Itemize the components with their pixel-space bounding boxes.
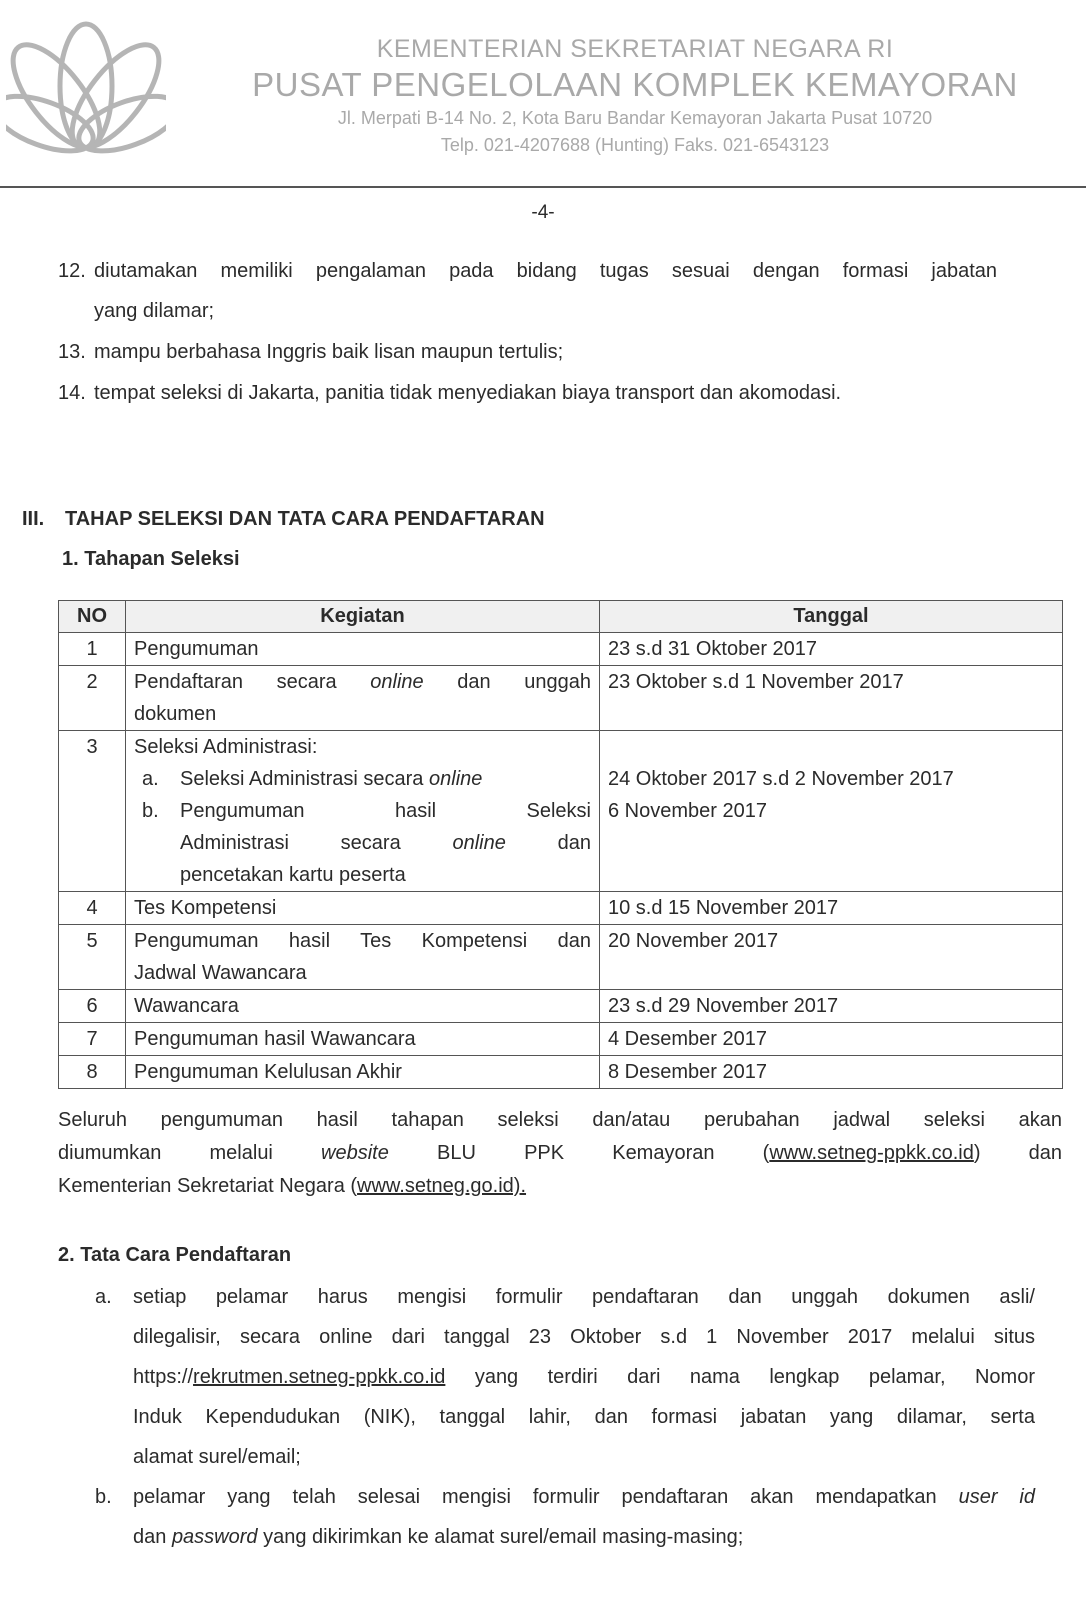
notice-line3 — [58, 1170, 1062, 1203]
notice-italic-text: website — [321, 1142, 389, 1164]
row-number: 5 — [59, 925, 126, 990]
sub-activity-italic-text: online — [429, 768, 483, 790]
row-date: 8 Desember 2017 — [600, 1056, 1063, 1089]
activity-text: Seleksi Administrasi: — [134, 736, 318, 758]
activity-text: dan unggah — [457, 671, 591, 693]
header-divider — [0, 186, 1086, 188]
procedure-italic-text: user id — [958, 1486, 1036, 1508]
procedure-item-b — [95, 1477, 1035, 1557]
activity-text: Pendaftaran secara — [134, 671, 337, 693]
row-number: 3 — [59, 731, 126, 892]
table-row — [59, 925, 1063, 990]
section-heading — [22, 508, 545, 531]
table-row — [59, 892, 1063, 925]
column-header-no: NO — [59, 601, 126, 633]
procedure-list — [95, 1277, 1035, 1557]
row-activity: Pengumuman Kelulusan Akhir — [126, 1056, 600, 1089]
org-address: Jl. Merpati B-14 No. 2, Kota Baru Bandar Kemayoran Jakarta Pusat 10720 — [337, 108, 933, 128]
column-header-kegiatan: Kegiatan — [126, 601, 600, 633]
notice-text: diumumkan melalui — [58, 1142, 273, 1164]
procedure-text: dilegalisir, secara online dari tanggal 23 Oktober s.d 1 November 2017 melalui situs — [133, 1326, 1035, 1348]
row-number: 8 — [59, 1056, 126, 1089]
column-header-tanggal: Tanggal — [600, 601, 1063, 633]
sub-activity-italic-text: online — [452, 832, 506, 854]
procedure-text: yang dikirimkan ke alamat surel/email masing-masing; — [257, 1526, 744, 1548]
notice-line1: Seluruh pengumuman hasil tahapan seleksi dan/atau perubahan jadwal seleksi akan — [58, 1109, 1062, 1131]
sub-activity-text: pencetakan kartu peserta — [180, 864, 406, 886]
sub-activity-text: Administrasi secara — [180, 832, 401, 854]
sub-activity-b-date: 6 November 2017 — [608, 800, 767, 822]
requirement-13-text: mampu berbahasa Inggris baik lisan maupun tertulis; — [94, 341, 564, 363]
row-number: 2 — [59, 666, 126, 731]
sub-activity-text: Seleksi Administrasi secara — [180, 768, 424, 790]
row-number: 1 — [59, 633, 126, 666]
row-activity: Pengumuman hasil Wawancara — [126, 1023, 600, 1056]
activity-text: Pengumuman hasil Tes Kompetensi dan — [134, 930, 591, 952]
sub-activity-a-date: 24 Oktober 2017 s.d 2 November 2017 — [608, 768, 954, 790]
notice-text: BLU PPK Kemayoran ( — [437, 1142, 770, 1164]
subsection-1-title: Tahapan Seleksi — [84, 548, 240, 570]
procedure-text: Induk Kependudukan (NIK), tanggal lahir, dan formasi jabatan yang dilamar, serta — [133, 1406, 1035, 1428]
procedure-text: dan — [133, 1526, 172, 1548]
subsection-1-number: 1. — [62, 548, 79, 570]
activity-text-line2: Jadwal Wawancara — [134, 962, 307, 984]
selection-schedule-table — [58, 600, 1063, 1089]
procedure-text: alamat surel/email; — [133, 1446, 301, 1468]
table-row — [59, 1023, 1063, 1056]
table-row — [59, 1056, 1063, 1089]
procedure-text — [133, 1357, 1035, 1397]
row-activity: Pengumuman — [126, 633, 600, 666]
row-activity — [126, 666, 600, 731]
lotus-logo-icon — [6, 4, 166, 164]
row-date: 20 November 2017 — [600, 925, 1063, 990]
procedure-text: setiap pelamar harus mengisi formulir pendaftaran dan unggah dokumen asli/ — [133, 1286, 1035, 1308]
sub-activity-text: Pengumuman hasil Seleksi — [180, 800, 591, 822]
row-date: 10 s.d 15 November 2017 — [600, 892, 1063, 925]
subsection-1-heading — [62, 548, 240, 571]
notice-line2 — [58, 1137, 1062, 1170]
activity-italic-text: online — [370, 671, 424, 693]
row-number: 7 — [59, 1023, 126, 1056]
page-number: -4- — [531, 202, 555, 223]
procedure-letter: a. — [95, 1286, 112, 1308]
org-name-line2: PUSAT PENGELOLAAN KOMPLEK KEMAYORAN — [252, 66, 1018, 103]
sub-activity-a — [134, 763, 591, 795]
row-activity — [126, 925, 600, 990]
procedure-text: pelamar yang telah selesai mengisi formulir pendaftaran akan mendapatkan — [133, 1486, 937, 1508]
requirement-14-number: 14. — [58, 382, 86, 404]
requirement-12-line2: yang dilamar; — [94, 300, 215, 322]
row-number: 6 — [59, 990, 126, 1023]
row-date — [600, 731, 1063, 892]
url-prefix: https:// — [133, 1366, 194, 1388]
sub-activity-b — [134, 795, 591, 891]
row-activity: Tes Kompetensi — [126, 892, 600, 925]
row-date: 23 s.d 31 Oktober 2017 — [600, 633, 1063, 666]
row-date: 23 s.d 29 November 2017 — [600, 990, 1063, 1023]
org-phone: Telp. 021-4207688 (Hunting) Faks. 021-6543123 — [440, 135, 830, 155]
requirement-12-number: 12. — [58, 260, 86, 282]
activity-text-line2: dokumen — [134, 703, 217, 725]
sub-activity-letter: a. — [142, 768, 159, 790]
row-date: 4 Desember 2017 — [600, 1023, 1063, 1056]
sub-activity-letter: b. — [142, 800, 159, 822]
row-date: 23 Oktober s.d 1 November 2017 — [600, 666, 1063, 731]
requirement-12-line1: diutamakan memiliki pengalaman pada bidang tugas sesuai dengan formasi jabatan — [94, 260, 997, 282]
requirement-13-number: 13. — [58, 341, 86, 363]
table-row — [59, 731, 1063, 892]
procedure-letter: b. — [95, 1486, 112, 1508]
notice-text: ) dan — [973, 1142, 1063, 1164]
sub-activity-text: dan — [557, 832, 591, 854]
row-number: 4 — [59, 892, 126, 925]
org-name-line1: KEMENTERIAN SEKRETARIAT NEGARA RI — [376, 35, 894, 63]
table-row — [59, 666, 1063, 731]
row-activity: Wawancara — [126, 990, 600, 1023]
procedure-italic-text: password — [171, 1526, 258, 1548]
registration-site-link[interactable]: rekrutmen.setneg-ppkk.co.id — [193, 1366, 446, 1388]
table-row — [59, 633, 1063, 666]
procedure-item-a — [95, 1277, 1035, 1477]
procedure-text: yang terdiri dari nama lengkap pelamar, Nomor — [445, 1366, 1035, 1388]
website-link-setneg[interactable]: www.setneg.go.id). — [357, 1175, 527, 1197]
section-title: TAHAP SELEKSI DAN TATA CARA PENDAFTARAN — [65, 508, 545, 530]
section-roman-number: III. — [22, 508, 45, 530]
subsection-2-title: Tata Cara Pendaftaran — [80, 1244, 292, 1266]
table-header-row — [59, 601, 1063, 633]
requirement-14-text: tempat seleksi di Jakarta, panitia tidak menyediakan biaya transport dan akomodasi. — [94, 382, 842, 404]
notice-text: Kementerian Sekretariat Negara ( — [58, 1175, 358, 1197]
subsection-2-heading — [58, 1244, 291, 1267]
table-row — [59, 990, 1063, 1023]
row-activity — [126, 731, 600, 892]
announcement-notice — [58, 1104, 1062, 1203]
subsection-2-number: 2. — [58, 1244, 75, 1266]
website-link-ppkk[interactable]: www.setneg-ppkk.co.id — [769, 1142, 974, 1164]
